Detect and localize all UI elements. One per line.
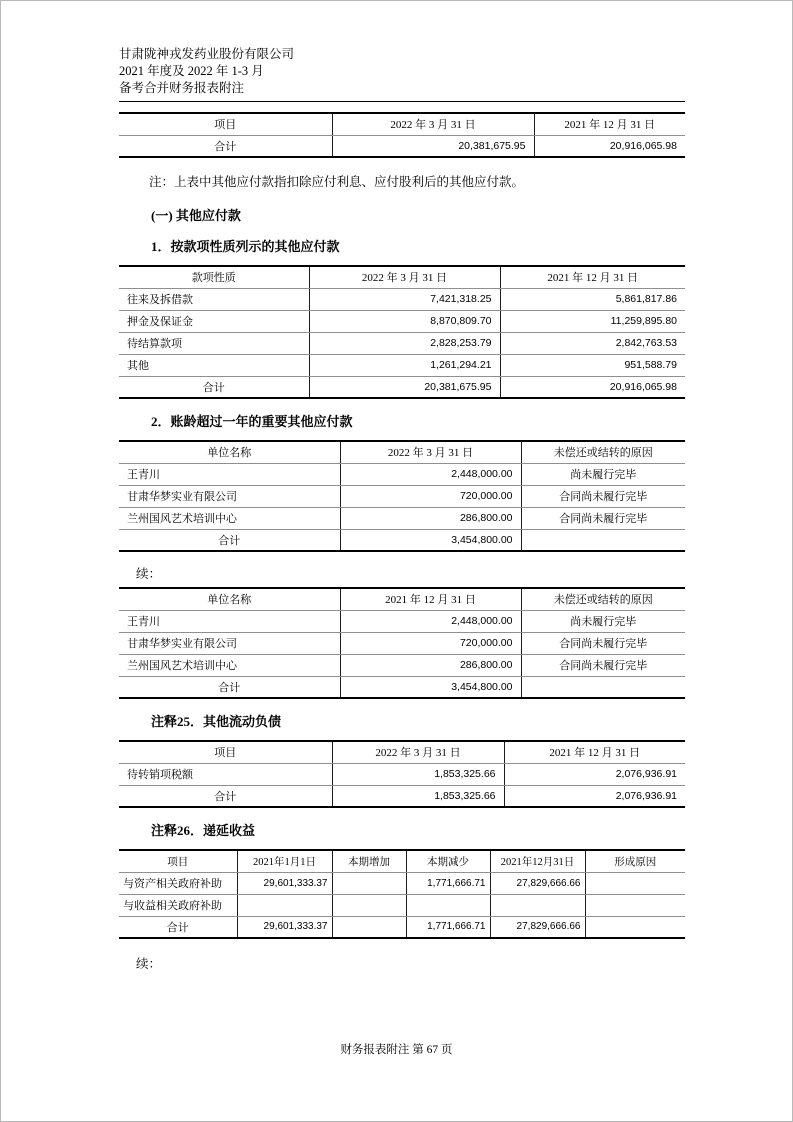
table-total-row: [119, 916, 685, 938]
table-header-row: [119, 441, 685, 463]
data-cell: 8,870,809.70: [309, 310, 500, 332]
header-cell: 本期减少: [406, 850, 490, 872]
data-cell: 甘肃华梦实业有限公司: [119, 632, 340, 654]
header-divider: [119, 101, 685, 102]
data-cell: 29,601,333.37: [237, 916, 332, 938]
data-cell: 2,842,763.53: [500, 332, 685, 354]
other-payables-total-table: [119, 112, 685, 158]
table-row: [119, 463, 685, 485]
data-cell: 合计: [202, 381, 225, 394]
data-cell: 合同尚未履行完毕: [521, 654, 685, 676]
table-row: [119, 894, 685, 916]
table-total-row: [119, 676, 685, 698]
data-cell: 1,261,294.21: [309, 354, 500, 376]
table-row: [119, 310, 685, 332]
section-heading-note25: 注释25．其他流动负债: [151, 714, 282, 729]
data-cell: 5,861,817.86: [500, 288, 685, 310]
header-cell: 未偿还或结转的原因: [521, 588, 685, 610]
data-cell: 与收益相关政府补助: [119, 894, 237, 916]
data-cell: [585, 916, 685, 938]
table-total-row: [119, 529, 685, 551]
data-cell: 3,454,800.00: [340, 676, 521, 698]
header-cell: 形成原因: [585, 850, 685, 872]
data-cell: 押金及保证金: [119, 310, 309, 332]
data-cell: 7,421,318.25: [309, 288, 500, 310]
data-cell: 29,601,333.37: [237, 872, 332, 894]
table-total-row: [119, 376, 685, 398]
table-header-row: [119, 588, 685, 610]
table-row: [119, 872, 685, 894]
report-title: 备考合并财务报表附注: [119, 81, 245, 95]
data-cell: 2,076,936.91: [504, 763, 685, 785]
data-cell: [521, 529, 685, 551]
data-cell: 待结算款项: [119, 332, 309, 354]
deferred-income-table: [119, 849, 685, 939]
data-cell: 合计: [218, 681, 241, 694]
data-cell: [332, 916, 406, 938]
data-cell: 27,829,666.66: [490, 872, 585, 894]
data-cell: 与资产相关政府补助: [119, 872, 237, 894]
data-cell: 兰州国风艺术培训中心: [119, 654, 340, 676]
table-row: [119, 632, 685, 654]
data-cell: 尚未履行完毕: [521, 610, 685, 632]
table-row: [119, 288, 685, 310]
document-header: [119, 46, 792, 97]
table-row: [119, 485, 685, 507]
data-cell: 合同尚未履行完毕: [521, 485, 685, 507]
header-cell: 2021 年 12 月 31 日: [500, 266, 685, 288]
data-cell: 1,771,666.71: [406, 872, 490, 894]
table-row: [119, 654, 685, 676]
data-cell: 往来及拆借款: [119, 288, 309, 310]
aged-payables-2022-table: [119, 440, 685, 552]
header-cell: 项目: [119, 850, 237, 872]
data-cell: 合同尚未履行完毕: [521, 507, 685, 529]
note-text: 注：上表中其他应付款指扣除应付利息、应付股利后的其他应付款。: [149, 175, 525, 189]
header-cell: 项目: [119, 741, 332, 763]
data-cell: [237, 894, 332, 916]
report-period: 2021 年度及 2022 年 1-3 月: [119, 64, 264, 78]
continued-label: 续：: [136, 957, 162, 971]
data-cell: [332, 894, 406, 916]
section-heading-by-nature: 1．按款项性质列示的其他应付款: [151, 239, 340, 254]
payables-by-nature-table: [119, 265, 685, 399]
data-cell: 20,916,065.98: [500, 376, 685, 398]
table-header-row: [119, 850, 685, 872]
data-cell: 其他: [119, 354, 309, 376]
aged-payables-2021-table: [119, 587, 685, 699]
table-row: [119, 332, 685, 354]
data-cell: 27,829,666.66: [490, 916, 585, 938]
data-cell: [406, 894, 490, 916]
data-cell: 1,771,666.71: [406, 916, 490, 938]
data-cell: 2,076,936.91: [504, 785, 685, 807]
data-cell: 20,381,675.95: [332, 135, 534, 157]
data-cell: 合同尚未履行完毕: [521, 632, 685, 654]
header-cell: 2021 年 12 月 31 日: [504, 741, 685, 763]
table-row: [119, 507, 685, 529]
data-cell: 20,381,675.95: [309, 376, 500, 398]
data-cell: 尚未履行完毕: [521, 463, 685, 485]
data-cell: 3,454,800.00: [340, 529, 521, 551]
data-cell: [332, 872, 406, 894]
data-cell: 20,916,065.98: [534, 135, 685, 157]
data-cell: 合计: [214, 790, 237, 803]
data-cell: 951,588.79: [500, 354, 685, 376]
data-cell: 兰州国风艺术培训中心: [119, 507, 340, 529]
header-cell: 2022 年 3 月 31 日: [332, 113, 534, 135]
data-cell: 合计: [166, 921, 189, 934]
table-row: [119, 610, 685, 632]
data-cell: 1,853,325.66: [332, 763, 504, 785]
data-cell: 合计: [214, 140, 237, 153]
header-cell: 单位名称: [119, 441, 340, 463]
section-heading-over-one-year: 2．账龄超过一年的重要其他应付款: [151, 414, 353, 429]
header-cell: 2021年12月31日: [490, 850, 585, 872]
other-current-liabilities-table: [119, 740, 685, 808]
continued-label: 续：: [136, 567, 162, 581]
header-cell: 2022 年 3 月 31 日: [340, 441, 521, 463]
header-cell: 未偿还或结转的原因: [521, 441, 685, 463]
table-total-row: [119, 785, 685, 807]
data-cell: 待转销项税额: [119, 763, 332, 785]
table-header-row: [119, 266, 685, 288]
header-cell: 单位名称: [119, 588, 340, 610]
header-cell: 项目: [119, 113, 332, 135]
table-row: [119, 763, 685, 785]
data-cell: 王青川: [119, 610, 340, 632]
header-cell: 款项性质: [119, 266, 309, 288]
data-cell: 2,448,000.00: [340, 610, 521, 632]
data-cell: 王青川: [119, 463, 340, 485]
table-row: [119, 135, 685, 157]
data-cell: 720,000.00: [340, 632, 521, 654]
header-cell: 2022 年 3 月 31 日: [332, 741, 504, 763]
data-cell: 2,448,000.00: [340, 463, 521, 485]
data-cell: [585, 894, 685, 916]
data-cell: 286,800.00: [340, 507, 521, 529]
data-cell: 11,259,895.80: [500, 310, 685, 332]
header-cell: 2021 年 12 月 31 日: [340, 588, 521, 610]
data-cell: [585, 872, 685, 894]
data-cell: 2,828,253.79: [309, 332, 500, 354]
data-cell: 1,853,325.66: [332, 785, 504, 807]
company-name: 甘肃陇神戎发药业股份有限公司: [119, 47, 295, 61]
data-cell: [521, 676, 685, 698]
header-cell: 本期增加: [332, 850, 406, 872]
data-cell: [490, 894, 585, 916]
data-cell: 720,000.00: [340, 485, 521, 507]
page-footer: 财务报表附注 第 67 页: [340, 1044, 453, 1056]
header-cell: 2022 年 3 月 31 日: [309, 266, 500, 288]
table-header-row: [119, 741, 685, 763]
data-cell: 286,800.00: [340, 654, 521, 676]
section-heading-other-payables: (一) 其他应付款: [151, 208, 241, 223]
header-cell: 2021年1月1日: [237, 850, 332, 872]
header-cell: 2021 年 12 月 31 日: [534, 113, 685, 135]
data-cell: 合计: [218, 534, 241, 547]
section-heading-note26: 注释26．递延收益: [151, 823, 256, 838]
table-header-row: [119, 113, 685, 135]
table-row: [119, 354, 685, 376]
data-cell: 甘肃华梦实业有限公司: [119, 485, 340, 507]
